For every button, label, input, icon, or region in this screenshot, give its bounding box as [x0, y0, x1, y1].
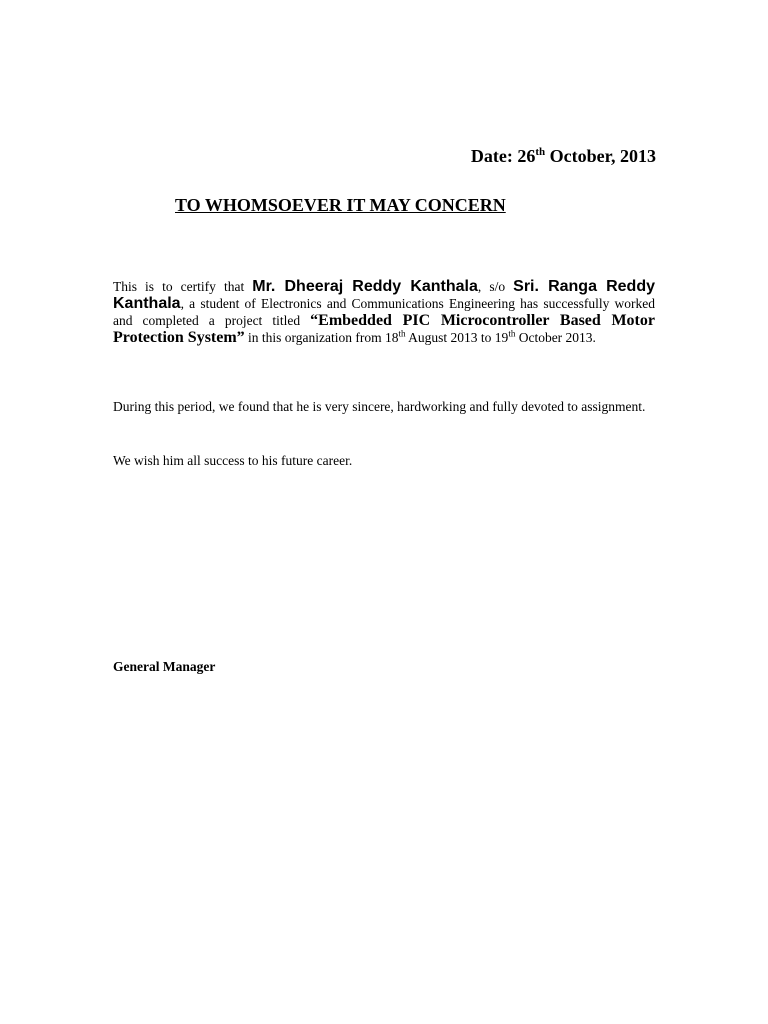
letter-heading: TO WHOMSOEVER IT MAY CONCERN — [175, 195, 506, 215]
date-superscript: th — [535, 146, 546, 158]
certification-paragraph — [113, 278, 655, 346]
para1-text-4: in this organization from 18 — [244, 330, 399, 345]
date-prefix: Date: 26 — [470, 146, 536, 166]
para1-text-5: August 2013 to 19 — [405, 330, 509, 345]
project-title: “Embedded PIC Microcontroller Based Motor Protection System” — [113, 312, 655, 346]
para1-text-6: October 2013. — [515, 330, 596, 345]
father-name: Sri. Ranga Reddy Kanthala — [113, 278, 655, 312]
student-name: Mr. Dheeraj Reddy Kanthala — [252, 278, 478, 295]
signatory-title: General Manager — [113, 659, 216, 674]
letter-date — [471, 146, 656, 167]
evaluation-paragraph: During this period, we found that he is very sincere, hardworking and fully devoted to assignment. — [113, 399, 646, 414]
para1-text-1: This is to certify that — [113, 279, 253, 294]
end-date-superscript: th — [508, 328, 516, 339]
para1-text-2: , s/o — [477, 279, 514, 294]
start-date-superscript: th — [398, 328, 406, 339]
para1-text-3: , a student of Electronics and Communications Engineering has successfully worked and completed a project titled — [113, 296, 655, 328]
date-suffix: October, 2013 — [545, 146, 656, 166]
wishes-paragraph: We wish him all success to his future career. — [113, 453, 353, 468]
